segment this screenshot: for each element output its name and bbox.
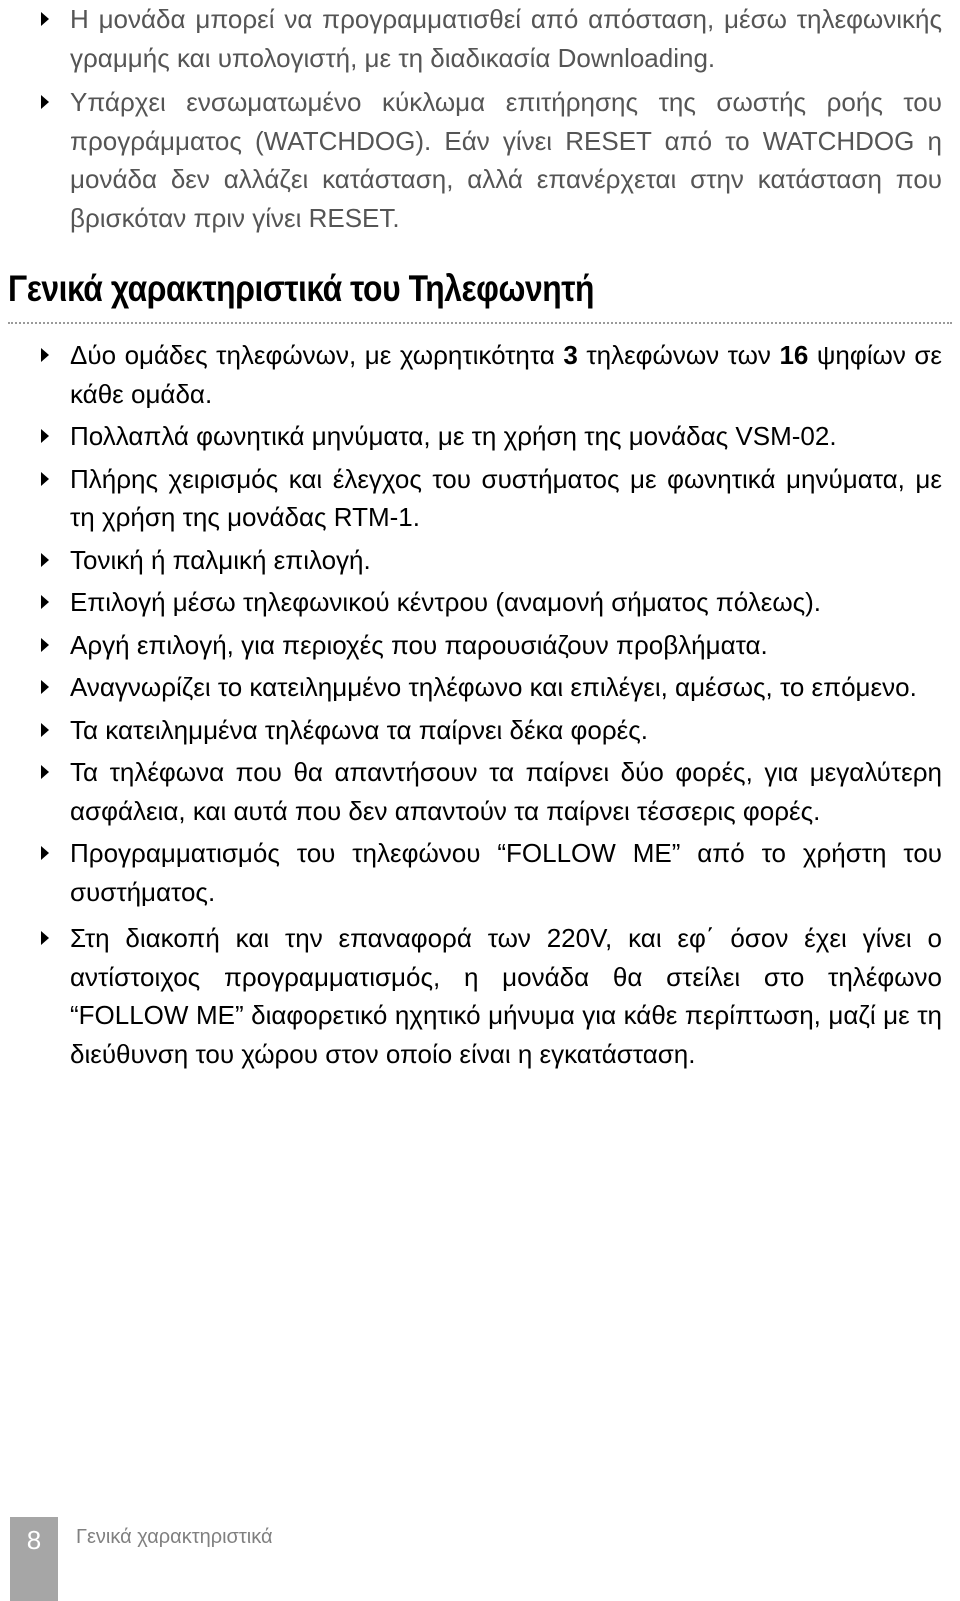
list-item [0,460,960,537]
footer-section-label: Γενικά χαρακτηριστικά [76,1526,273,1548]
caret-right-icon [40,0,54,38]
bullet-text: Τα τηλέφωνα που θα απαντήσουν τα παίρνει δύο φορές, για μεγαλύτερη ασφάλεια, και αυτά που δεν απαντούν τα παίρνει τέσσερις φορές. [70,757,942,826]
bullet-text: Στη διακοπή και την επαναφορά των 220V, και εφ΄ όσον έχει γίνει ο αντίστοιχος προγραμματισμός, η μονάδα θα στείλει στο τηλέφωνο “FOLLOW ME” διαφορετικό ηχητικό μήνυμα για κάθε περίπτωση, μαζί με τη διεύθυνση του χώρου στον οποίο είναι η εγκατάσταση. [70,923,942,1069]
caret-right-icon [40,753,54,791]
list-item [0,626,960,665]
list-item [0,711,960,750]
dotted-divider [8,322,952,324]
list-item [0,541,960,580]
list-item [0,336,960,413]
list-item [0,753,960,830]
page-number: 8 [26,1524,42,1555]
bullet-text: Πλήρης χειρισμός και έλεγχος του συστήματος με φωνητικά μηνύματα, με τη χρήση της μονάδας RTM-1. [70,463,942,532]
caret-right-icon [40,417,54,455]
caret-right-icon [40,83,54,121]
list-item [0,919,960,1073]
list-item [0,83,960,237]
caret-right-icon [40,336,54,374]
caret-right-icon [40,583,54,621]
intro-bullet-list [0,0,960,237]
bullet-text: Αναγνωρίζει το κατειλημμένο τηλέφωνο και επιλέγει, αμέσως, το επόμενο. [70,672,917,702]
list-item [0,668,960,707]
bullet-text: Προγραμματισμός του τηλεφώνου “FOLLOW ME” από το χρήστη του συστήματος. [70,838,942,907]
list-item [0,417,960,456]
caret-right-icon [40,460,54,498]
bullet-text: Αργή επιλογή, για περιοχές που παρουσιάζουν προβλήματα. [70,629,768,660]
bullet-text: Πολλαπλά φωνητικά μηνύματα, με τη χρήση της μονάδας VSM-02. [70,421,837,451]
caret-right-icon [40,711,54,749]
bullet-text: Τονική ή παλμική επιλογή. [70,544,371,575]
digit-count-value: 16 [779,340,809,370]
bullet-text: Υπάρχει ενσωματωμένο κύκλωμα επιτήρησης της σωστής ροής του προγράμματος (WATCHDOG). Εάν γίνει RESET από το WATCHDOG η μονάδα δεν αλλάζει κατάσταση, αλλά επανέρχεται στην κατάσταση που βρισκόταν πριν γίνει RESET. [70,87,942,233]
caret-right-icon [40,541,54,579]
bullet-text: Τα κατειλημμένα τηλέφωνα τα παίρνει δέκα φορές. [70,714,649,745]
feature-bullet-list [0,336,960,1077]
list-item [0,834,960,911]
list-item [0,583,960,622]
group-capacity-value: 3 [563,340,578,370]
caret-right-icon [40,834,54,872]
section-title: Γενικά χαρακτηριστικά του Τηλεφωνητή [8,268,594,309]
caret-right-icon [40,919,54,957]
bullet-text: Δύο ομάδες τηλεφώνων, με χωρητικότητα 3 τηλεφώνων των 16 ψηφίων σε κάθε ομάδα. [70,340,943,409]
caret-right-icon [40,626,54,664]
list-item [0,0,960,77]
bullet-text: Επιλογή μέσω τηλεφωνικού κέντρου (αναμονή σήματος πόλεως). [70,587,822,617]
bullet-text: Η μονάδα μπορεί να προγραμματισθεί από απόσταση, μέσω τηλεφωνικής γραμμής και υπολογιστή, με τη διαδικασία Downloading. [70,4,942,73]
caret-right-icon [40,668,54,706]
